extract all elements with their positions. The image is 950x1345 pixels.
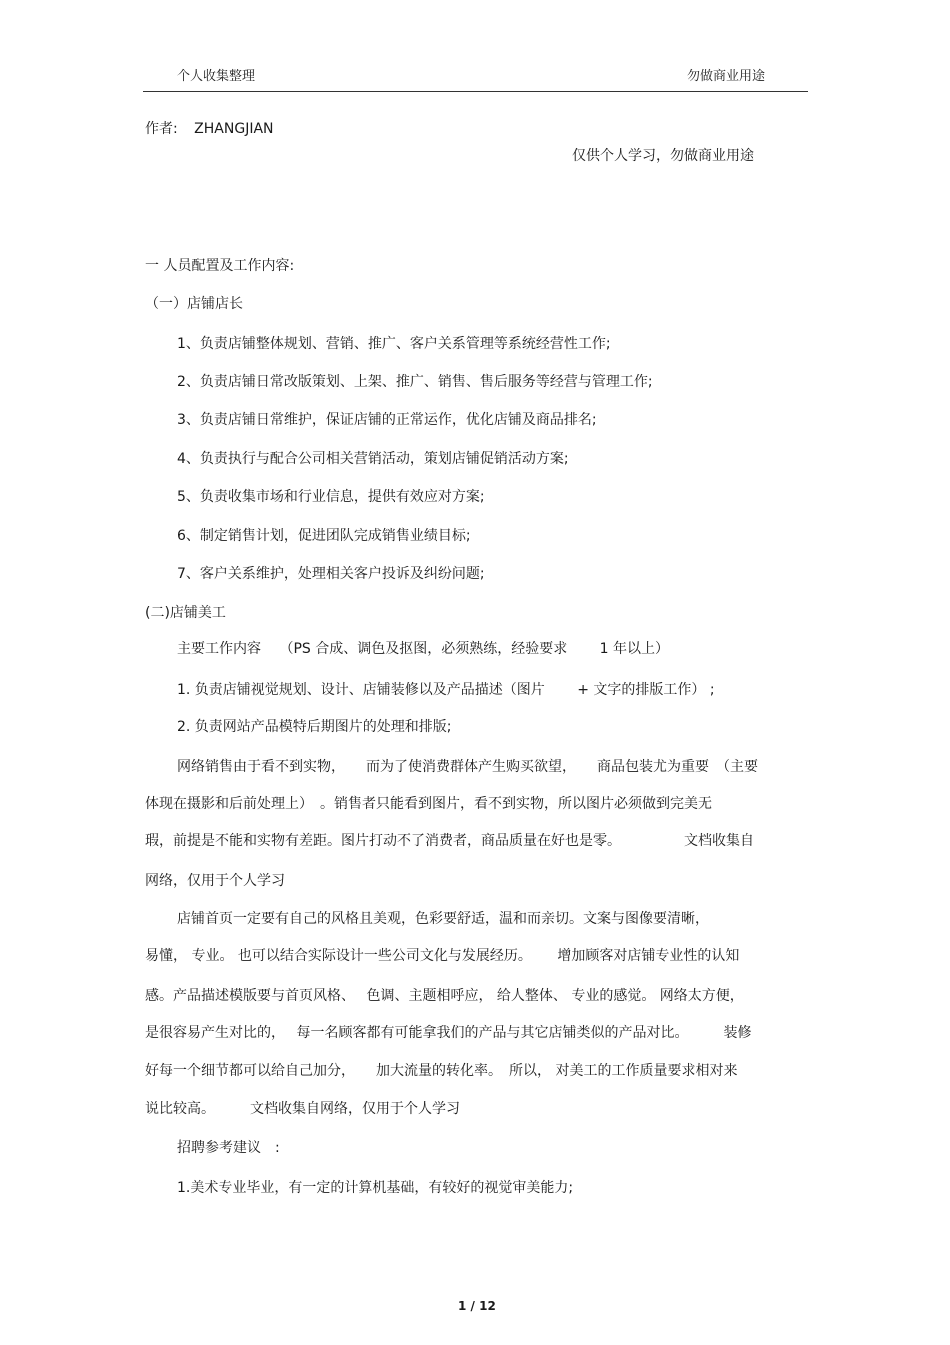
paragraph-line: 网络销售由于看不到实物， 而为了使消费群体产生购买欲望， 商品包装尤为重要 （主要 <box>177 759 758 775</box>
list-item: 4、负责执行与配合公司相关营销活动，策划店铺促销活动方案; <box>177 451 569 467</box>
paragraph-line: 体现在摄影和后前处理上） 。销售者只能看到图片，看不到实物，所以图片必须做到完美无 <box>145 796 712 812</box>
list-item: 6、制定销售计划，促进团队完成销售业绩目标; <box>177 528 471 544</box>
paragraph-line: 店铺首页一定要有自己的风格且美观，色彩要舒适，温和而亲切。文案与图像要清晰， <box>177 911 709 927</box>
list-item: 1. 负责店铺视觉规划、设计、店铺装修以及产品描述（图片 + 文字的排版工作） ; <box>177 682 715 698</box>
list-item: 7、客户关系维护，处理相关客户投诉及纠纷问题; <box>177 566 485 582</box>
recruit-title: 招聘参考建议 : <box>177 1140 280 1156</box>
paragraph-line: 好每一个细节都可以给自己加分， 加大流量的转化率。 所以， 对美工的工作质量要求相对来 <box>145 1063 738 1079</box>
author-name: ZHANGJIAN <box>194 121 274 137</box>
subsection-title-manager: （一）店铺店长 <box>145 296 243 312</box>
list-item: 1、负责店铺整体规划、营销、推广、客户关系管理等系统经营性工作; <box>177 336 611 352</box>
subsection-title-designer: (二)店铺美工 <box>145 605 226 621</box>
paragraph-line: 说比较高。 文档收集自网络，仅用于个人学习 <box>145 1101 460 1117</box>
paragraph-line: 瑕，前提是不能和实物有差距。图片打动不了消费者，商品质量在好也是零。 文档收集自 <box>145 833 754 849</box>
page-number: 1 / 12 <box>458 1299 496 1313</box>
list-item: 2、负责店铺日常改版策划、上架、推广、销售、售后服务等经营与管理工作; <box>177 374 653 390</box>
usage-note: 仅供个人学习，勿做商业用途 <box>572 148 754 164</box>
list-item: 2. 负责网站产品模特后期图片的处理和排版; <box>177 719 452 735</box>
paragraph-line: 是很容易产生对比的， 每一名顾客都有可能拿我们的产品与其它店铺类似的产品对比。 装修 <box>145 1025 752 1041</box>
list-item: 5、负责收集市场和行业信息，提供有效应对方案; <box>177 489 485 505</box>
author-label: 作者: <box>145 121 178 137</box>
paragraph-line: 网络，仅用于个人学习 <box>145 873 285 889</box>
list-item: 3、负责店铺日常维护，保证店铺的正常运作，优化店铺及商品排名; <box>177 412 597 428</box>
main-work-line: 主要工作内容 （PS 合成、调色及抠图，必须熟练，经验要求 1 年以上） <box>177 641 670 657</box>
header-left: 个人收集整理 <box>177 69 256 84</box>
header-rule <box>143 91 808 92</box>
author-line <box>145 119 274 139</box>
header-right: 勿做商业用途 <box>687 69 766 84</box>
paragraph-line: 易懂， 专业。 也可以结合实际设计一些公司文化与发展经历。 增加顾客对店铺专业性的认知 <box>145 948 740 964</box>
list-item: 1.美术专业毕业，有一定的计算机基础，有较好的视觉审美能力; <box>177 1180 574 1196</box>
paragraph-line: 感。产品描述模版要与首页风格、 色调、主题相呼应， 给人整体、 专业的感觉。 网络太方便， <box>145 988 744 1004</box>
section-title: 一 人员配置及工作内容: <box>145 258 295 274</box>
